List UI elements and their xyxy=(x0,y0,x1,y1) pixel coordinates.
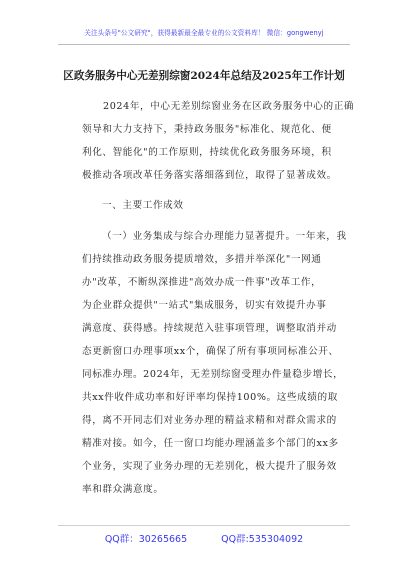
document-title: 区政务服务中心无差别综窗2024年总结及2025年工作计划 xyxy=(63,70,345,82)
header-banner: 关注头条号"公文研究"，获得最新最全最专业的公文资料库！ 微信：gongwenyj xyxy=(84,29,324,37)
header-divider xyxy=(58,44,350,45)
footer-qq-group-1: QQ群：30265665 xyxy=(104,534,188,545)
paragraph-line: 极推动各项改革任务落实落细落到位，取得了显著成效。 xyxy=(82,170,337,181)
paragraph-line: 得，离不开同志们对业务办理的精益求精和对群众需求的 xyxy=(82,415,337,426)
paragraph-line: 率和群众满意度。 xyxy=(82,484,164,495)
paragraph-line: 个业务，实现了业务办理的无差别化，极大提升了服务效 xyxy=(82,461,337,472)
paragraph-line: 为企业群众提供"一站式"集成服务，切实有效提升办事 xyxy=(82,300,327,311)
section-heading: 一、主要工作成效 xyxy=(102,200,184,211)
paragraph-line: 共xx件收件成功率和好评率均保持100%。这些成绩的取 xyxy=(82,392,338,403)
paragraph-line: 办"改革，不断纵深推进"高效办成一件事"改革工作， xyxy=(82,277,322,288)
paragraph-line: 精准对接。如今，任一窗口均能办理涵盖多个部门的xx多 xyxy=(82,438,339,449)
paragraph-line: 态更新窗口办理事项xx个，确保了所有事项同标准公开、 xyxy=(82,346,339,357)
paragraph-line: 们持续推动政务服务提质增效，多措并举深化"一网通 xyxy=(82,254,322,265)
paragraph-line: （一）业务集成与综合办理能力显著提升。一年来，我 xyxy=(102,231,347,242)
footer-divider xyxy=(58,525,350,526)
paragraph-line: 满意度、获得感。持续规范入驻事项管理，调整取消并动 xyxy=(82,323,337,334)
paragraph-line: 利化、智能化"的工作原则，持续优化政务服务环境，积 xyxy=(82,147,332,158)
paragraph-line: 领导和大力支持下，秉持政务服务"标准化、规范化、便 xyxy=(82,124,332,135)
paragraph-line: 同标准办理。2024年，无差别综窗受理办件量稳步增长， xyxy=(82,369,344,380)
footer-qq-group-2: QQ群:535304092 xyxy=(221,534,304,545)
paragraph-line: 2024年，中心无差别综窗业务在区政务服务中心的正确 xyxy=(103,101,355,112)
footer xyxy=(0,531,408,545)
